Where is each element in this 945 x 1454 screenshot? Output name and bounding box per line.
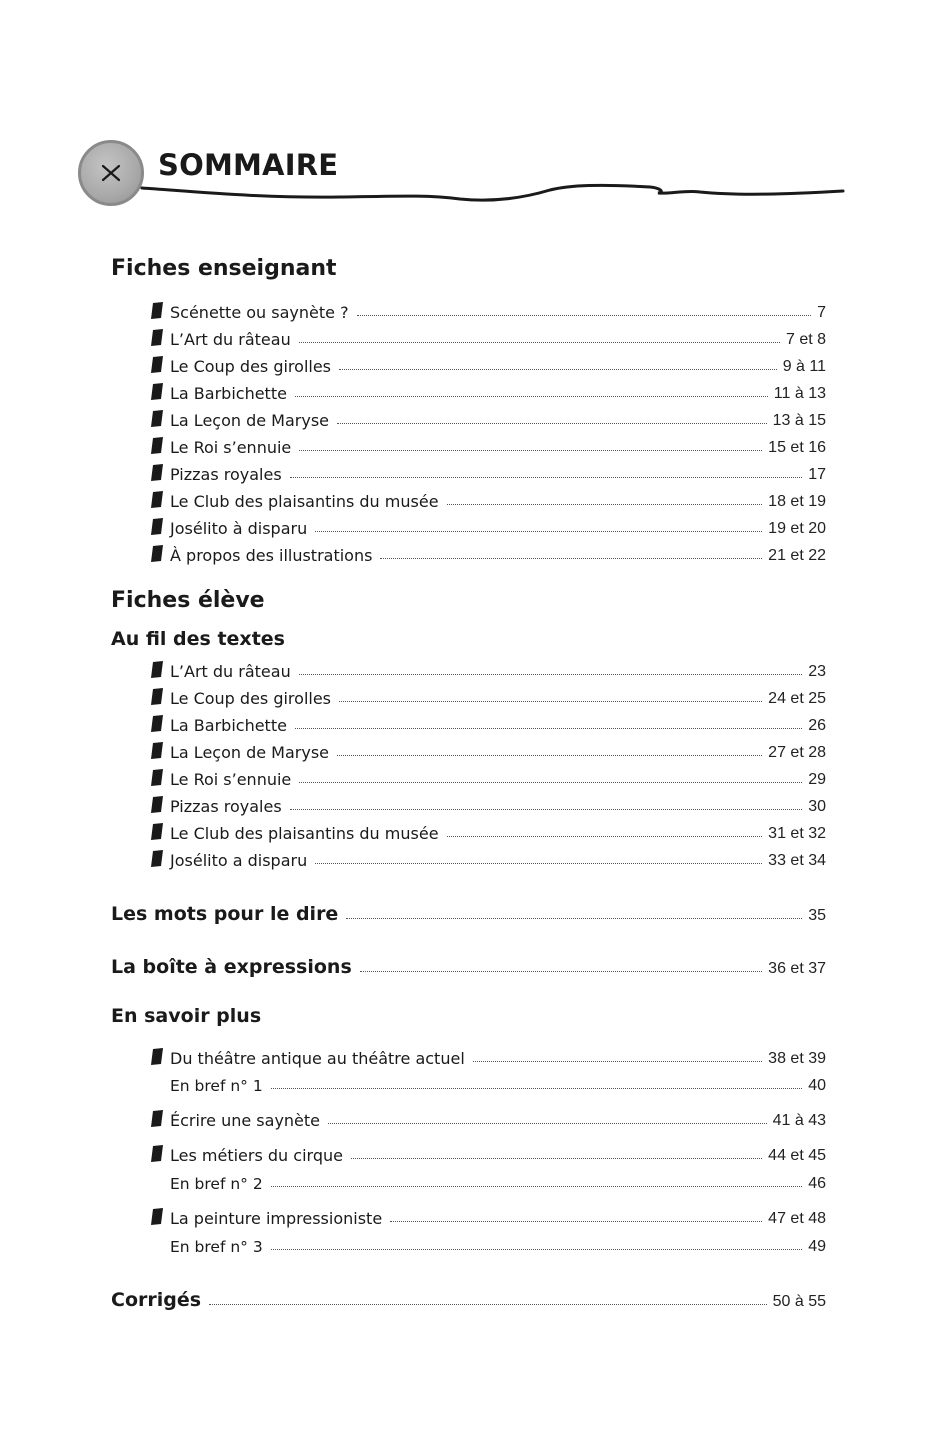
toc-entry-pages: 38 et 39 bbox=[768, 1050, 826, 1067]
toc-entry-label: L’Art du râteau bbox=[170, 330, 291, 349]
toc-entry-label: La Leçon de Maryse bbox=[170, 411, 330, 430]
dot-leader bbox=[337, 423, 767, 424]
toc-entry[interactable] bbox=[150, 792, 826, 816]
book-bullet-icon bbox=[150, 1145, 164, 1162]
page-title: SOMMAIRE bbox=[158, 148, 339, 182]
dot-leader bbox=[447, 836, 763, 837]
toc-entry-pages: 36 et 37 bbox=[768, 960, 826, 977]
toc-entry-label: Le Roi s’ennuie bbox=[170, 770, 292, 789]
toc-entry-label: Josélito a disparu bbox=[170, 851, 308, 870]
toc-entry-pages: 41 à 43 bbox=[772, 1112, 826, 1129]
dot-leader bbox=[351, 1158, 762, 1159]
dot-leader bbox=[295, 728, 802, 729]
toc-entry-label: Le Club des plaisantins du musée bbox=[170, 492, 439, 511]
toc-entry-label: Écrire une saynète bbox=[170, 1111, 321, 1130]
book-bullet-icon bbox=[150, 1208, 164, 1225]
toc-entry-label: Scénette ou saynète ? bbox=[170, 303, 349, 322]
toc-entry[interactable] bbox=[150, 1204, 826, 1228]
book-bullet-icon bbox=[150, 688, 164, 705]
toc-entry-label: À propos des illustrations bbox=[170, 546, 373, 565]
toc-entry[interactable] bbox=[150, 738, 826, 762]
toc-entry[interactable] bbox=[150, 433, 826, 457]
toc-entry-pages: 26 bbox=[808, 717, 826, 734]
dot-leader bbox=[380, 558, 762, 559]
toc-entry[interactable] bbox=[150, 379, 826, 403]
toc-entry[interactable] bbox=[150, 352, 826, 376]
close-x-badge bbox=[78, 140, 144, 206]
toc-entry[interactable] bbox=[150, 514, 826, 538]
toc-entry-pages: 30 bbox=[808, 798, 826, 815]
toc-entry[interactable] bbox=[150, 711, 826, 735]
subsection-en-savoir-plus-title: En savoir plus bbox=[111, 1005, 262, 1027]
book-bullet-icon bbox=[150, 302, 164, 319]
toc-entry-label: La Barbichette bbox=[170, 384, 287, 403]
toc-entry-label: Le Coup des girolles bbox=[170, 357, 332, 376]
toc-entry-pages: 7 bbox=[817, 304, 826, 321]
toc-entry-pages: 44 et 45 bbox=[768, 1147, 826, 1164]
book-bullet-icon bbox=[150, 715, 164, 732]
toc-entry[interactable] bbox=[150, 298, 826, 322]
toc-entry[interactable] bbox=[150, 1141, 826, 1165]
book-bullet-icon bbox=[150, 742, 164, 759]
section-fiches-eleve-title: Fiches élève bbox=[111, 588, 265, 613]
book-bullet-icon bbox=[150, 329, 164, 346]
toc-entry-label: La Leçon de Maryse bbox=[170, 743, 330, 762]
book-bullet-icon bbox=[150, 491, 164, 508]
toc-entry-label: La peinture impressioniste bbox=[170, 1209, 383, 1228]
dot-leader bbox=[315, 863, 762, 864]
toc-entry-pages: 19 et 20 bbox=[768, 520, 826, 537]
toc-entry-pages: 47 et 48 bbox=[768, 1210, 826, 1227]
dot-leader bbox=[315, 531, 762, 532]
toc-entry-pages: 29 bbox=[808, 771, 826, 788]
dot-leader bbox=[295, 396, 768, 397]
toc-entry-pages: 13 à 15 bbox=[772, 412, 826, 429]
toc-entry-pages: 40 bbox=[808, 1077, 826, 1094]
toc-entry-label: Les mots pour le dire bbox=[111, 903, 339, 925]
book-bullet-icon bbox=[150, 769, 164, 786]
toc-entry-label: Le Club des plaisantins du musée bbox=[170, 824, 439, 843]
dot-leader bbox=[299, 342, 780, 343]
book-bullet-icon bbox=[150, 356, 164, 373]
toc-entry[interactable] bbox=[150, 819, 826, 843]
toc-entry-pages: 9 à 11 bbox=[782, 358, 826, 375]
book-bullet-icon bbox=[150, 823, 164, 840]
toc-entry-en-bref[interactable] bbox=[170, 1071, 826, 1095]
toc-entry-label: Corrigés bbox=[111, 1289, 202, 1311]
toc-entry-label: Le Coup des girolles bbox=[170, 689, 332, 708]
dot-leader bbox=[290, 477, 803, 478]
toc-entry[interactable] bbox=[150, 846, 826, 870]
dot-leader bbox=[271, 1088, 803, 1089]
toc-entry-pages: 23 bbox=[808, 663, 826, 680]
book-bullet-icon bbox=[150, 410, 164, 427]
toc-entry-label: En bref n° 3 bbox=[170, 1238, 263, 1256]
toc-entry-pages: 17 bbox=[808, 466, 826, 483]
toc-entry[interactable] bbox=[150, 1044, 826, 1068]
toc-entry-pages: 35 bbox=[808, 907, 826, 924]
toc-entry[interactable] bbox=[150, 657, 826, 681]
book-bullet-icon bbox=[150, 1110, 164, 1127]
dot-leader bbox=[473, 1061, 762, 1062]
dot-leader bbox=[299, 450, 762, 451]
toc-entry-pages: 18 et 19 bbox=[768, 493, 826, 510]
toc-entry[interactable] bbox=[150, 684, 826, 708]
toc-entry[interactable] bbox=[150, 541, 826, 565]
toc-entry-mots[interactable] bbox=[111, 897, 826, 925]
toc-entry[interactable] bbox=[150, 325, 826, 349]
toc-entry-label: La Barbichette bbox=[170, 716, 287, 735]
toc-entry[interactable] bbox=[150, 487, 826, 511]
toc-entry-corriges[interactable] bbox=[111, 1283, 826, 1311]
toc-entry-label: Josélito à disparu bbox=[170, 519, 308, 538]
toc-entry-pages: 21 et 22 bbox=[768, 547, 826, 564]
toc-entry-en-bref[interactable] bbox=[170, 1232, 826, 1256]
close-x-icon bbox=[99, 161, 123, 185]
toc-entry-pages: 11 à 13 bbox=[773, 385, 826, 402]
dot-leader bbox=[390, 1221, 762, 1222]
toc-entry-label: La boîte à expressions bbox=[111, 956, 352, 978]
title-underline-wave bbox=[140, 178, 845, 206]
toc-entry-pages: 31 et 32 bbox=[768, 825, 826, 842]
book-bullet-icon bbox=[150, 545, 164, 562]
toc-entry-label: Du théâtre antique au théâtre actuel bbox=[170, 1049, 465, 1068]
dot-leader bbox=[271, 1249, 803, 1250]
dot-leader bbox=[328, 1123, 767, 1124]
dot-leader bbox=[339, 369, 777, 370]
toc-entry-label: Pizzas royales bbox=[170, 797, 282, 816]
book-bullet-icon bbox=[150, 1048, 164, 1065]
subsection-au-fil-title: Au fil des textes bbox=[111, 628, 285, 650]
toc-entry-label: L’Art du râteau bbox=[170, 662, 291, 681]
dot-leader bbox=[337, 755, 762, 756]
dot-leader bbox=[357, 315, 812, 316]
book-bullet-icon bbox=[150, 383, 164, 400]
section-fiches-enseignant-title: Fiches enseignant bbox=[111, 256, 337, 281]
toc-entry-pages: 24 et 25 bbox=[768, 690, 826, 707]
toc-entry[interactable] bbox=[150, 406, 826, 430]
toc-entry-pages: 27 et 28 bbox=[768, 744, 826, 761]
book-bullet-icon bbox=[150, 464, 164, 481]
book-bullet-icon bbox=[150, 518, 164, 535]
book-bullet-icon bbox=[150, 661, 164, 678]
toc-entry-pages: 15 et 16 bbox=[768, 439, 826, 456]
dot-leader bbox=[346, 918, 802, 919]
toc-entry-pages: 46 bbox=[808, 1175, 826, 1192]
toc-entry-boite[interactable] bbox=[111, 950, 826, 978]
dot-leader bbox=[299, 674, 802, 675]
book-bullet-icon bbox=[150, 437, 164, 454]
header bbox=[0, 0, 945, 230]
toc-entry-pages: 33 et 34 bbox=[768, 852, 826, 869]
toc-entry[interactable] bbox=[150, 765, 826, 789]
dot-leader bbox=[299, 782, 802, 783]
toc-entry-label: En bref n° 1 bbox=[170, 1077, 263, 1095]
toc-entry-label: Pizzas royales bbox=[170, 465, 282, 484]
toc-entry-en-bref[interactable] bbox=[170, 1169, 826, 1193]
dot-leader bbox=[290, 809, 803, 810]
book-bullet-icon bbox=[150, 796, 164, 813]
dot-leader bbox=[271, 1186, 803, 1187]
dot-leader bbox=[360, 971, 762, 972]
toc-entry[interactable] bbox=[150, 1106, 826, 1130]
dot-leader bbox=[209, 1304, 767, 1305]
toc-entry-pages: 50 à 55 bbox=[772, 1293, 826, 1310]
book-bullet-icon bbox=[150, 850, 164, 867]
toc-entry-label: Les métiers du cirque bbox=[170, 1146, 343, 1165]
toc-entry-pages: 49 bbox=[808, 1238, 826, 1255]
toc-entry-label: En bref n° 2 bbox=[170, 1175, 263, 1193]
toc-entry-pages: 7 et 8 bbox=[785, 331, 826, 348]
toc-entry[interactable] bbox=[150, 460, 826, 484]
dot-leader bbox=[447, 504, 763, 505]
toc-entry-label: Le Roi s’ennuie bbox=[170, 438, 292, 457]
dot-leader bbox=[339, 701, 762, 702]
